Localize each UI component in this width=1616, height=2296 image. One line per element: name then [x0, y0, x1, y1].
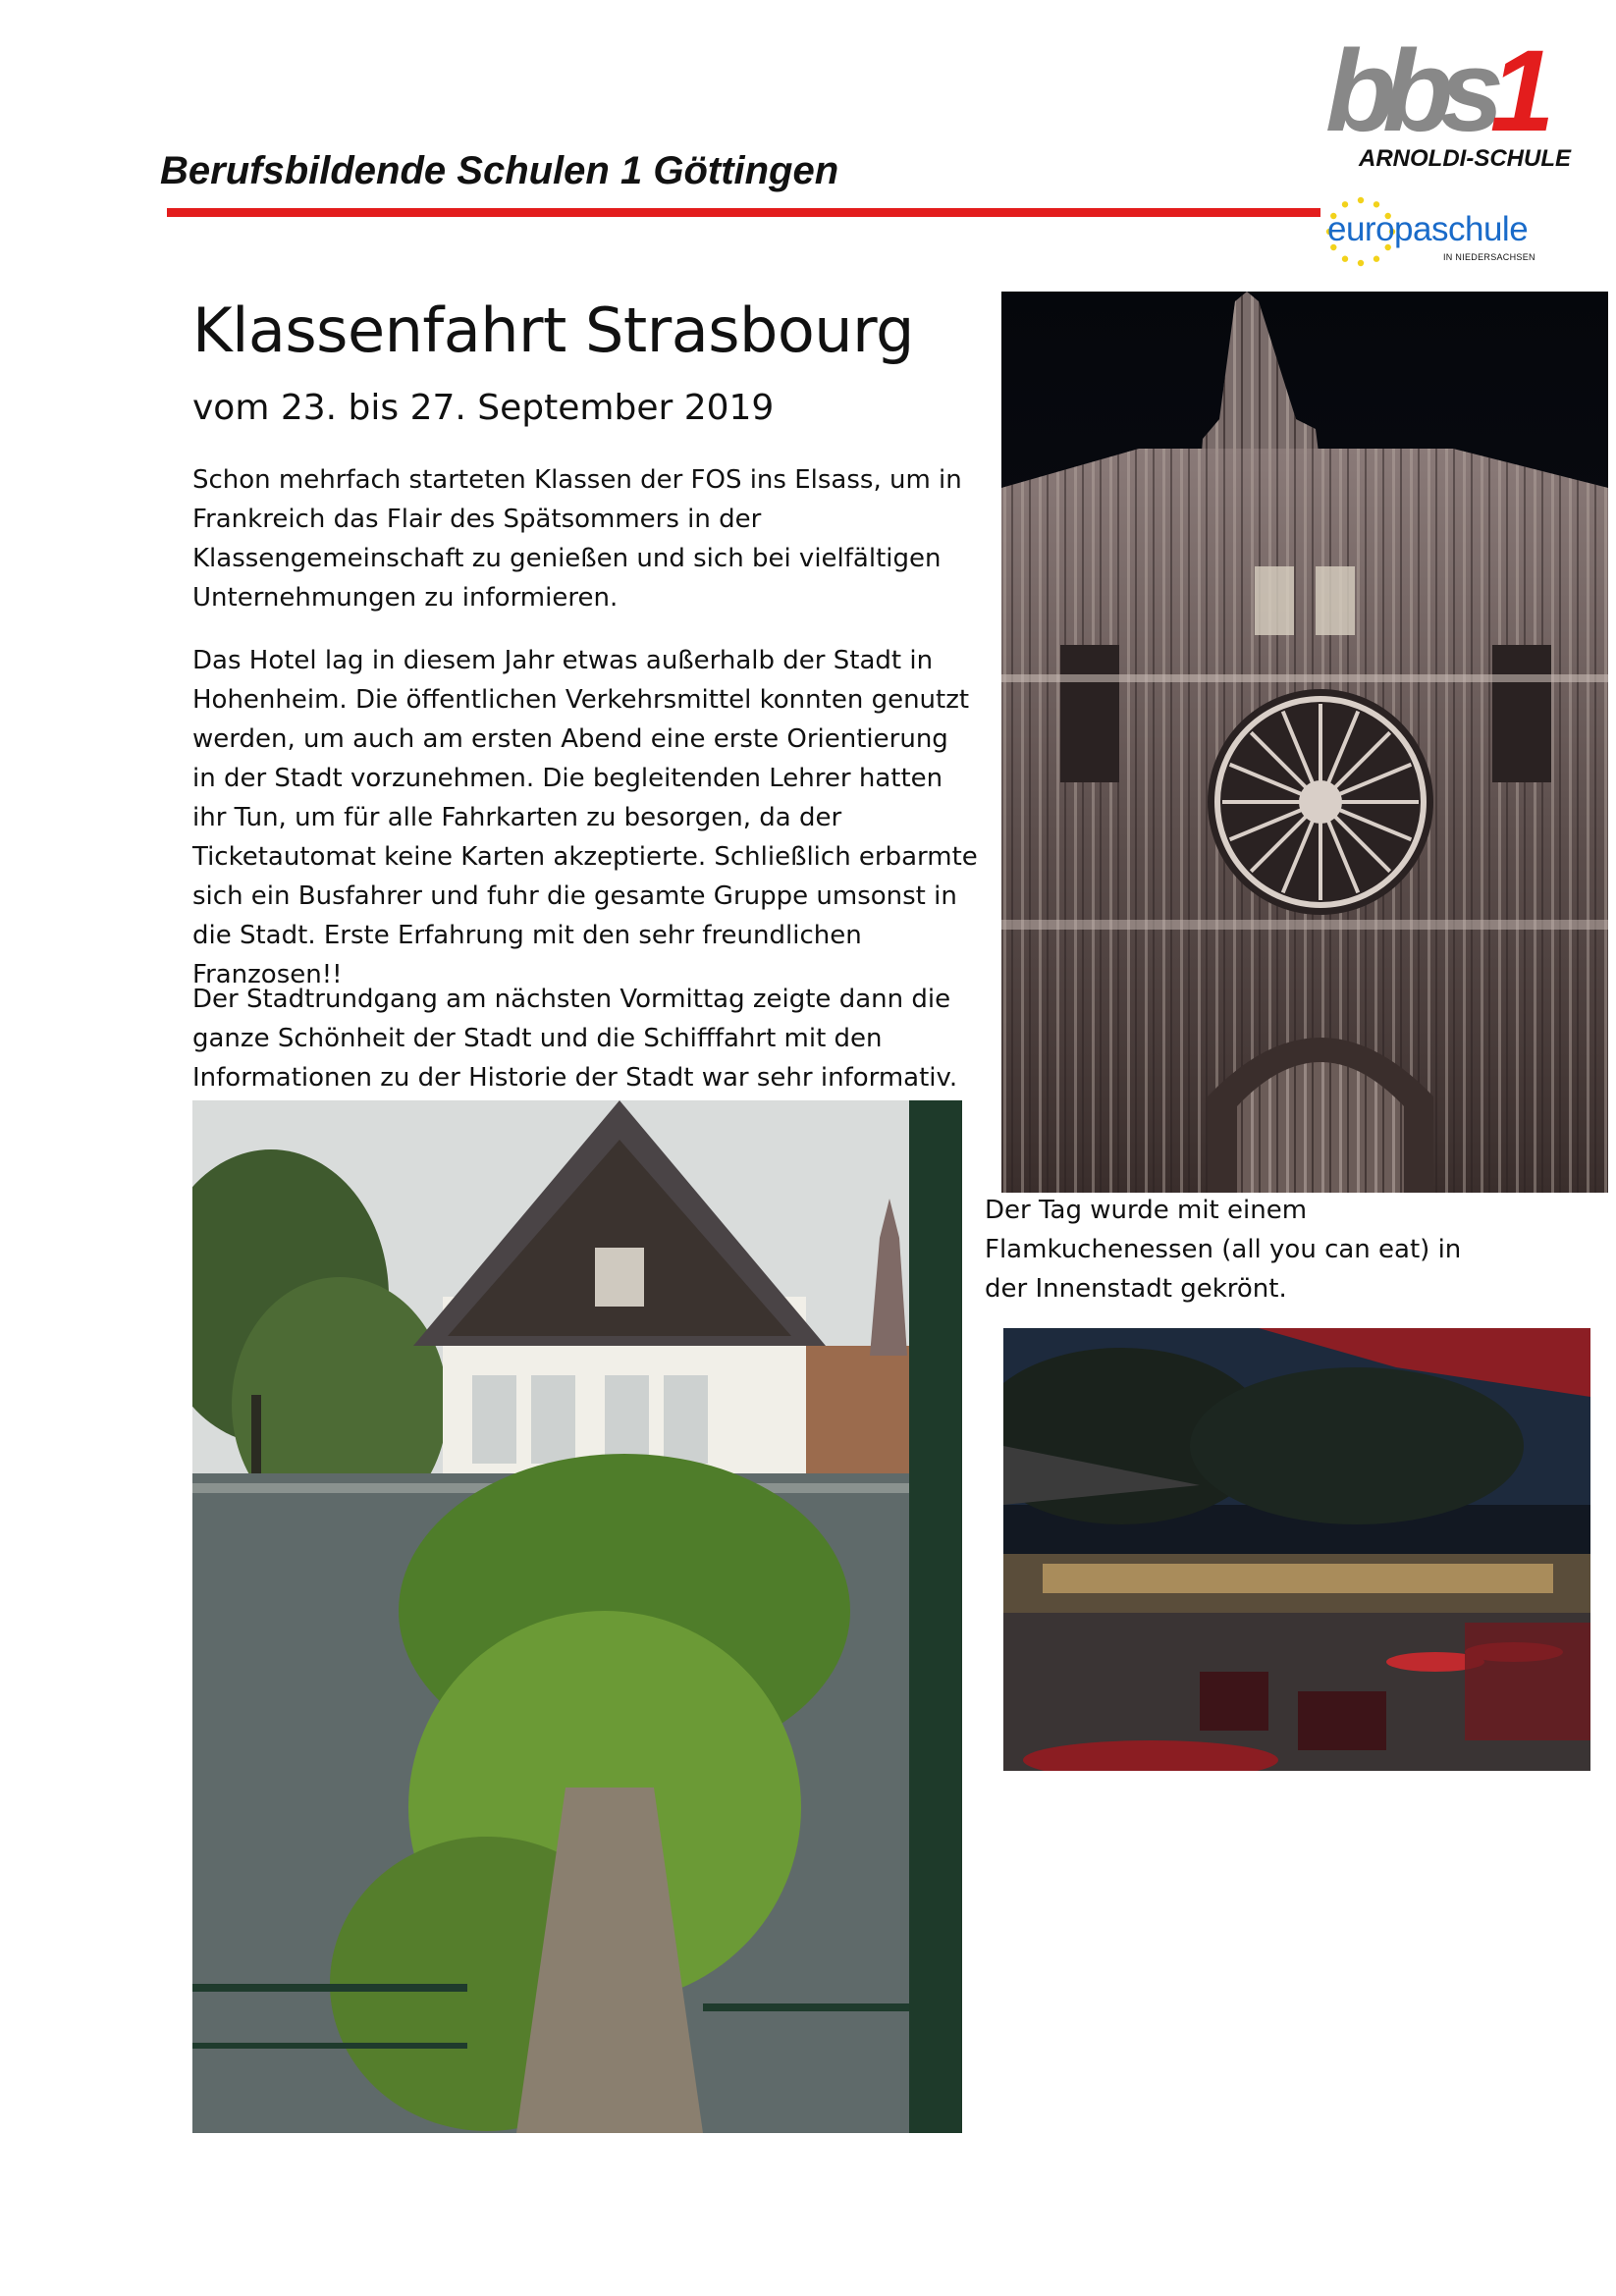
- photo-caption: Der Tag wurde mit einem Flamkuchenessen (all you can eat) in der Innenstadt gekrönt.: [985, 1196, 1462, 1304]
- school-name: Berufsbildende Schulen 1 Göttingen: [160, 149, 839, 192]
- paragraph-2: Das Hotel lag in diesem Jahr etwas außerhalb der Stadt in Hohenheim. Die öffentlichen Verkehrsmittel konnten genutzt werden, um auch am ersten Abend eine erste Orientierung in der Stadt vorzunehmen. Die begleitenden Lehrer hatten ihr Tun, um für alle Fahrkarten zu besorgen, da der Ticketautomat keine Karten akzeptierte. Schließlich erbarmte sich ein Busfahrer und fuhr die gesamte Gruppe umsonst in die Stadt. Erste Erfahrung mit den sehr freundlichen Franzosen!!: [192, 646, 978, 989]
- paragraph-3: Der Stadtrundgang am nächsten Vormittag zeigte dann die ganze Schönheit der Stadt und die Schifffahrt mit den Informationen zu der Historie der Stadt war sehr informativ.: [192, 985, 958, 1093]
- eu-star: [1358, 260, 1364, 266]
- europaschule-label: europaschule: [1327, 210, 1529, 248]
- eu-star: [1374, 201, 1379, 207]
- eu-star: [1342, 256, 1348, 262]
- bbs1-logo: [1325, 37, 1571, 145]
- page-title: Klassenfahrt Strasbourg: [192, 294, 914, 366]
- eu-star: [1358, 197, 1364, 203]
- cathedral-photo: [1001, 292, 1608, 1193]
- evening-square-photo: [1003, 1328, 1590, 1771]
- header-red-rule: [167, 208, 1320, 217]
- niedersachsen-label: IN NIEDERSACHSEN: [1443, 252, 1535, 262]
- europaschule-logo: [1327, 210, 1528, 249]
- bbs1-logo-text: bbs1: [1325, 37, 1541, 145]
- paragraph-1: Schon mehrfach starteten Klassen der FOS ins Elsass, um in Frankreich das Flair des Spätsommers in der Klassengemeinschaft zu genießen und sich bei vielfältigen Unternehmungen zu informieren.: [192, 465, 962, 613]
- arnoldi-schule-label: ARNOLDI-SCHULE: [1359, 145, 1571, 172]
- eu-star: [1374, 256, 1379, 262]
- page-subtitle: vom 23. bis 27. September 2019: [192, 388, 775, 428]
- house-canal-photo: [192, 1100, 962, 2133]
- eu-star: [1342, 201, 1348, 207]
